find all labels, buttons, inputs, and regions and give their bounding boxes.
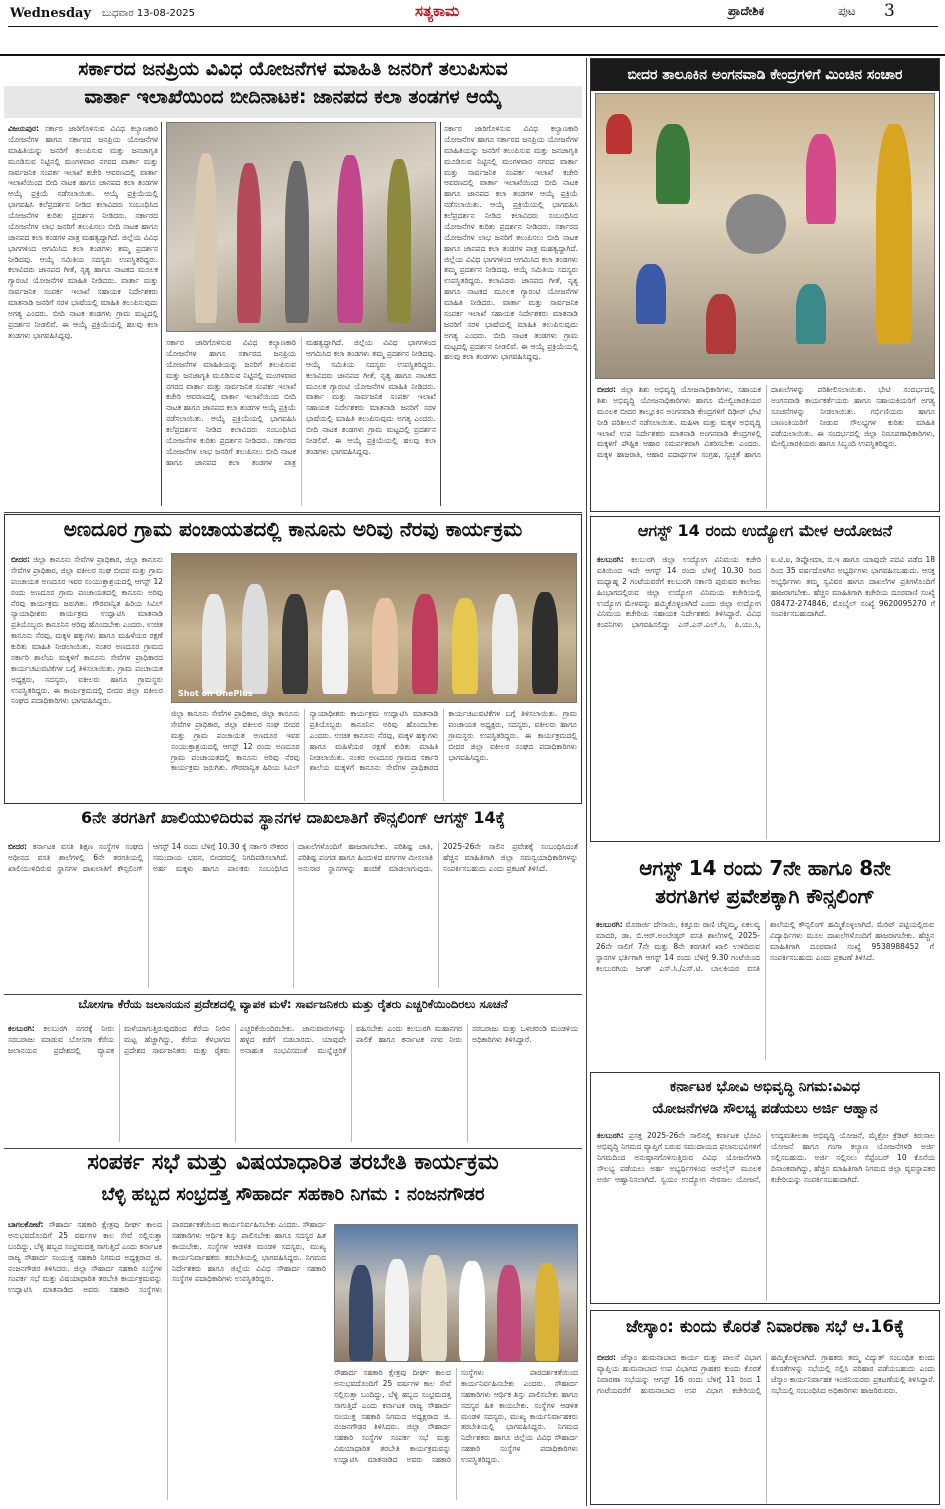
job-fair-text: [597, 555, 935, 839]
article-body: ಕರ್ನಾಟಕ ವಸತಿ ಶಿಕ್ಷಣ ಸಂಸ್ಥೆಗಳ ಸಂಘದ ಅಧೀನದ ವಸತಿ ಶಾಲೆಗಳಲ್ಲಿ 6ನೇ ತರಗತಿಯಲ್ಲಿ ಖಾಲಿಯುಳಿದಿರುವ ಸ್ಥಾನಗಳ ದಾಖಲಾತಿಗೆ ಕೌನ್ಸಲಿಂಗ್ ಆಗಸ್ಟ್ 14 ರಂದು ಬೆಳಿಗ್ಗೆ 10.30 ಕ್ಕೆ ಸರ್ಕಾರಿ ನೌಕರರ ಸಮುದಾಯ ಭವನ, ಬೀದರದಲ್ಲಿ ನಿಗದಿಪಡಿಸಲಾಗಿದೆ. ಅರ್ಹ ಮಕ್ಕಳು ಹಾಗೂ ಪಾಲಕರು ಸಂಬಂಧಿಸಿದ ದಾಖಲೆಗಳೊಂದಿಗೆ ಹಾಜರಾಗಬೇಕು. ಪರಿಶಿಷ್ಟ ಜಾತಿ, ಪರಿಶಿಷ್ಟ ಪಂಗಡ ಹಾಗೂ ಹಿಂದುಳಿದ ವರ್ಗಗಳ ಮೀಸಲಾತಿ ಅನುಸಾರ ಸ್ಥಾನಗಳನ್ನು ಹಂಚಿಕೆ ಮಾಡಲಾಗುವುದು. 2025-26ನೇ ಸಾಲಿನ ಪ್ರವೇಶಕ್ಕೆ ಸಂಬಂಧಿಸಿದಂತೆ ಹೆಚ್ಚಿನ ಮಾಹಿತಿಗಾಗಿ ಜಿಲ್ಲಾ ಸಮನ್ವಯಾಧಿಕಾರಿಗಳನ್ನು ಸಂಪರ್ಕಿಸಬಹುದು ಎಂದು ಪ್ರಕಟಣೆ ತಿಳಿಸಿದೆ.: [8, 842, 578, 873]
article-6th-counselling: [4, 808, 582, 992]
headline-job-fair: ಆಗಸ್ಟ್ 14 ರಂದು ಉದ್ಯೋಗ ಮೇಳ ಆಯೋಜನೆ: [637, 521, 893, 540]
legal-text-col1: [11, 555, 163, 801]
dateline: ಕಲಬುರಗಿ:: [597, 555, 624, 564]
dateline: ಬೀದರ:: [597, 385, 617, 394]
page-label: ಪುಟ: [838, 4, 856, 18]
article-body-cont: ಸೌಹಾರ್ದ ಸಹಕಾರಿ ಕ್ಷೇತ್ರವು ದೀರ್ಘ ಕಾಲದ ಅನುಭವದೊಂದಿಗೆ 25 ವರ್ಷಗಳ ಕಾಲ ಸೇವೆ ಸಲ್ಲಿಸುತ್ತಾ ಬಂದಿದ್ದು, ಬೆಳ್ಳಿ ಹಬ್ಬದ ಸಂಭ್ರಮದತ್ತ ಸಾಗುತ್ತಿದೆ ಎಂದು ಕರ್ನಾಟಕ ರಾಜ್ಯ ಸೌಹಾರ್ದ ಸಂಯುಕ್ತ ಸಹಕಾರಿ ನಿಗಮದ ಅಧ್ಯಕ್ಷರಾದ ಜಿ. ನಂಜನಗೌಡರ ತಿಳಿಸಿದರು. ಜಿಲ್ಲಾ ಸೌಹಾರ್ದ ಸಹಕಾರಿ ಸಂಸ್ಥೆಗಳ ಸಂಪರ್ಕ ಸಭೆ ಮತ್ತು ವಿಷಯಾಧಾರಿತ ತರಬೇತಿ ಕಾರ್ಯಕ್ರಮವನ್ನು ಉದ್ಘಾಟಿಸಿ ಮಾತನಾಡಿದ ಅವರು ಸಹಕಾರಿ ಸಂಸ್ಥೆಗಳು ಪಾರದರ್ಶಕತೆಯಿಂದ ಕಾರ್ಯನಿರ್ವಹಿಸಬೇಕು ಎಂದರು. ಸೌಹಾರ್ದ ಸಹಕಾರಿಗಳು ಆರ್ಥಿಕ ಶಿಸ್ತು ಪಾಲಿಸಬೇಕು ಹಾಗೂ ಸದಸ್ಯರ ಹಿತ ಕಾಯಬೇಕು. ಸಂಸ್ಥೆಗಳ ಆಡಳಿತ ಮಂಡಳಿ ಸದಸ್ಯರು, ಮುಖ್ಯ ಕಾರ್ಯನಿರ್ವಾಹಕರು ತರಬೇತಿಯಲ್ಲಿ ಭಾಗವಹಿಸಿದ್ದರು. ನಿಗಮದ ನಿರ್ದೇಶಕರು ಹಾಗೂ ಜಿಲ್ಲೆಯ ವಿವಿಧ ಸೌಹಾರ್ದ ಸಹಕಾರಿ ಸಂಸ್ಥೆಗಳ ಪದಾಧಿಕಾರಿಗಳು ಉಪಸ್ಥಿತರಿದ್ದರು.: [334, 1368, 578, 1464]
gescom-text: [597, 1353, 935, 1503]
masthead-rule: [8, 26, 938, 27]
dateline: ಕಲಬುರಗಿ:: [597, 1131, 624, 1140]
dateline: ಬೀದರ:: [11, 555, 31, 564]
headline-bhovi-2: ಯೋಜನೆಗಳಡಿ ಸೌಲಭ್ಯ ಪಡೆಯಲು ಅರ್ಜಿ ಆಹ್ವಾನ: [652, 1101, 878, 1117]
article-body-cont-2: ಸರ್ಕಾರ ಜಾರಿಗೊಳಿಸುವ ವಿವಿಧ ಕಲ್ಯಾಣಕಾರಿ ಯೋಜನೆಗಳ ಹಾಗೂ ಸರ್ಕಾರದ ಜನಪ್ರಿಯ ಯೋಜನೆಗಳ ಮಾಹಿತಿಯನ್ನು ಜನರಿಗೆ ತಲುಪಿಸುವ ಮತ್ತು ಜನಜಾಗೃತಿ ಮೂಡಿಸುವ ನಿಟ್ಟಿನಲ್ಲಿ ಮಂಗಳವಾರ ನಗರದ ವಾರ್ತಾ ಮತ್ತು ಸಾರ್ವಜನಿಕ ಸಂಪರ್ಕ ಇಲಾಖೆ ಕಚೇರಿ ಆವರಣದಲ್ಲಿ ವಾರ್ತಾ ಇಲಾಖೆಯಿಂದ ಬೀದಿ ನಾಟಕ ಹಾಗೂ ಜಾನಪದ ಕಲಾ ತಂಡಗಳ ಆಯ್ಕೆ ಪ್ರಕ್ರಿಯೆ ನಡೆಸಲಾಯಿತು. ಆಯ್ಕೆ ಪ್ರಕ್ರಿಯೆಯಲ್ಲಿ ಭಾಗವಹಿಸಿ ಕಲೆಪ್ರದರ್ಶನ ನೀಡಿದ ಕಲಾವಿದರು ಸಂಬಂಧಿಸಿದ ಯೋಜನೆಗಳ ಕುರಿತು ಪ್ರದರ್ಶನ ನೀಡಿದರು. ಸರ್ಕಾರದ ಯೋಜನೆಗಳ ಲಾಭ ಜನರಿಗೆ ತಲುಪಿಸಲು ಬೀದಿ ನಾಟಕ ಹಾಗೂ ಜಾನಪದ ಕಲಾ ತಂಡಗಳ ಪಾತ್ರ ಮಹತ್ವದ್ದಾಗಿದೆ. ಜಿಲ್ಲೆಯ ವಿವಿಧ ಭಾಗಗಳಿಂದ ಆಗಮಿಸಿದ ಕಲಾ ತಂಡಗಳು ತಮ್ಮ ಪ್ರದರ್ಶನ ನೀಡಿದವು. ಆಯ್ಕೆ ಸಮಿತಿಯ ಸದಸ್ಯರು ಉಪಸ್ಥಿತರಿದ್ದರು. ಕಲಾವಿದರು ಜಾನಪದ ಗೀತೆ, ನೃತ್ಯ ಹಾಗೂ ನಾಟಕದ ಮೂಲಕ ಗ್ಯಾರಂಟಿ ಯೋಜನೆಗಳ ಮಾಹಿತಿ ನೀಡಿದರು. ವಾರ್ತಾ ಮತ್ತು ಸಾರ್ವಜನಿಕ ಸಂಪರ್ಕ ಇಲಾಖೆ ಸಹಾಯಕ ನಿರ್ದೇಶಕರು ಮಾತನಾಡಿ ಜನರಿಗೆ ಸರಳ ಭಾಷೆಯಲ್ಲಿ ಮಾಹಿತಿ ತಲುಪಿಸುವುದು ಅಗತ್ಯ ಎಂದರು. ಬೀದಿ ನಾಟಕ ತಂಡಗಳು ಗ್ರಾಮ ಮಟ್ಟದಲ್ಲಿ ಪ್ರದರ್ಶನ ನೀಡಲಿವೆ. ಈ ಆಯ್ಕೆ ಪ್ರಕ್ರಿಯೆಯಲ್ಲಿ ಹಲವು ಕಲಾ ತಂಡಗಳು ಭಾಗವಹಿಸಿದ್ದವು.: [444, 124, 578, 362]
photo-cooperative-event: [334, 1224, 578, 1362]
dateline: ವಿಜಯಪುರ:: [8, 124, 39, 133]
article-body: ಕಲಬುರಗಿ ಜಿಲ್ಲಾ ಉದ್ಯೋಗ ವಿನಿಮಯ ಕಚೇರಿ ವತಿಯಿಂದ ಇದೇ ಆಗಸ್ಟ್ 14 ರಂದು ಬೆಳಿಗ್ಗೆ 10.30 ರಿಂದ ಮಧ್ಯಾಹ್ನ 2 ಗಂಟೆಯವರೆಗೆ ಕಲಬುರಗಿ ಸರ್ಕಾರಿ ಪುರುಷರ ಕಾಲೇಜು ಹಿಂಭಾಗದಲ್ಲಿರುವ ಜಿಲ್ಲಾ ಉದ್ಯೋಗ ವಿನಿಮಯ ಕಚೇರಿಯಲ್ಲಿ ಉದ್ಯೋಗ ಮೇಳವನ್ನು ಹಮ್ಮಿಕೊಳ್ಳಲಾಗಿದೆ ಎಂದು ಜಿಲ್ಲಾ ಉದ್ಯೋಗ ವಿನಿಮಯ ಕಚೇರಿಯ ಸಹಾಯಕ ನಿರ್ದೇಶಕರು ತಿಳಿಸಿದ್ದಾರೆ. ವಿವಿಧ ಕಂಪನಿಗಳು ಭಾಗವಹಿಸಲಿದ್ದು ಎಸ್.ಎಸ್.ಎಲ್.ಸಿ, ಪಿ.ಯು.ಸಿ, ಐ.ಟಿ.ಐ, ಡಿಪ್ಲೋಮಾ, ಬಿ.ಇ ಹಾಗೂ ಯಾವುದೇ ಪದವಿ ಪಡೆದ 18 ರಿಂದ 35 ವರ್ಷದೊಳಗಿನ ಅಭ್ಯರ್ಥಿಗಳು ಭಾಗವಹಿಸಬಹುದು. ಆಸಕ್ತ ಅಭ್ಯರ್ಥಿಗಳು ತಮ್ಮ ಸ್ವವಿವರ ಹಾಗೂ ದಾಖಲೆಗಳ ಪ್ರತಿಗಳೊಂದಿಗೆ ಹಾಜರಾಗಬೇಕು. ಹೆಚ್ಚಿನ ಮಾಹಿತಿಗಾಗಿ ಕಚೇರಿಯ ದೂರವಾಣಿ ಸಂಖ್ಯೆ 08472-274846, ಮೊಬೈಲ್ ಸಂಖ್ಯೆ 9620095270 ಗೆ ಸಂಪರ್ಕಿಸಬಹುದಾಗಿದೆ.: [597, 555, 935, 630]
page-number: 3: [884, 1, 895, 21]
article-body-cont: ಸರ್ಕಾರ ಜಾರಿಗೊಳಿಸುವ ವಿವಿಧ ಕಲ್ಯಾಣಕಾರಿ ಯೋಜನೆಗಳ ಹಾಗೂ ಸರ್ಕಾರದ ಜನಪ್ರಿಯ ಯೋಜನೆಗಳ ಮಾಹಿತಿಯನ್ನು ಜನರಿಗೆ ತಲುಪಿಸುವ ಮತ್ತು ಜನಜಾಗೃತಿ ಮೂಡಿಸುವ ನಿಟ್ಟಿನಲ್ಲಿ ಮಂಗಳವಾರ ನಗರದ ವಾರ್ತಾ ಮತ್ತು ಸಾರ್ವಜನಿಕ ಸಂಪರ್ಕ ಇಲಾಖೆ ಕಚೇರಿ ಆವರಣದಲ್ಲಿ ವಾರ್ತಾ ಇಲಾಖೆಯಿಂದ ಬೀದಿ ನಾಟಕ ಹಾಗೂ ಜಾನಪದ ಕಲಾ ತಂಡಗಳ ಆಯ್ಕೆ ಪ್ರಕ್ರಿಯೆ ನಡೆಸಲಾಯಿತು. ಆಯ್ಕೆ ಪ್ರಕ್ರಿಯೆಯಲ್ಲಿ ಭಾಗವಹಿಸಿ ಕಲೆಪ್ರದರ್ಶನ ನೀಡಿದ ಕಲಾವಿದರು ಸಂಬಂಧಿಸಿದ ಯೋಜನೆಗಳ ಕುರಿತು ಪ್ರದರ್ಶನ ನೀಡಿದರು. ಸರ್ಕಾರದ ಯೋಜನೆಗಳ ಲಾಭ ಜನರಿಗೆ ತಲುಪಿಸಲು ಬೀದಿ ನಾಟಕ ಹಾಗೂ ಜಾನಪದ ಕಲಾ ತಂಡಗಳ ಪಾತ್ರ ಮಹತ್ವದ್ದಾಗಿದೆ. ಜಿಲ್ಲೆಯ ವಿವಿಧ ಭಾಗಗಳಿಂದ ಆಗಮಿಸಿದ ಕಲಾ ತಂಡಗಳು ತಮ್ಮ ಪ್ರದರ್ಶನ ನೀಡಿದವು. ಆಯ್ಕೆ ಸಮಿತಿಯ ಸದಸ್ಯರು ಉಪಸ್ಥಿತರಿದ್ದರು. ಕಲಾವಿದರು ಜಾನಪದ ಗೀತೆ, ನೃತ್ಯ ಹಾಗೂ ನಾಟಕದ ಮೂಲಕ ಗ್ಯಾರಂಟಿ ಯೋಜನೆಗಳ ಮಾಹಿತಿ ನೀಡಿದರು. ವಾರ್ತಾ ಮತ್ತು ಸಾರ್ವಜನಿಕ ಸಂಪರ್ಕ ಇಲಾಖೆ ಸಹಾಯಕ ನಿರ್ದೇಶಕರು ಮಾತನಾಡಿ ಜನರಿಗೆ ಸರಳ ಭಾಷೆಯಲ್ಲಿ ಮಾಹಿತಿ ತಲುಪಿಸುವುದು ಅಗತ್ಯ ಎಂದರು. ಬೀದಿ ನಾಟಕ ತಂಡಗಳು ಗ್ರಾಮ ಮಟ್ಟದಲ್ಲಿ ಪ್ರದರ್ಶನ ನೀಡಲಿವೆ. ಈ ಆಯ್ಕೆ ಪ್ರಕ್ರಿಯೆಯಲ್ಲಿ ಹಲವು ಕಲಾ ತಂಡಗಳು ಭಾಗವಹಿಸಿದ್ದವು.: [166, 338, 436, 467]
photo-watermark: Shot on OnePlus: [178, 689, 253, 698]
headline-7-8-counselling-2: ತರಗತಿಗಳ ಪ್ರವೇಶಕ್ಕಾಗಿ ಕೌನ್ಸಲಿಂಗ್: [655, 884, 875, 908]
article-bosaga-lake: [4, 996, 582, 1146]
anganwadi-text: [597, 385, 935, 509]
article-body: ಕಲಬುರಗಿ ನಗರಕ್ಕೆ ನೀರು ಸರಬರಾಜು ಮಾಡುವ ಬೋಸಗಾ ಕೆರೆಯ ಜಲಾನಯನ ಪ್ರದೇಶದಲ್ಲಿ ವ್ಯಾಪಕ ಮಳೆಯಾಗುತ್ತಿರುವುದರಿಂದ ಕೆರೆಯ ನೀರಿನ ಮಟ್ಟ ಹೆಚ್ಚಾಗಿದ್ದು, ಕೆರೆಯ ಕೆಳಭಾಗದ ಪ್ರದೇಶದ ಸಾರ್ವಜನಿಕರು ಮತ್ತು ರೈತರು ಎಚ್ಚರಿಕೆಯಿಂದಿರಬೇಕು. ಜಾನುವಾರುಗಳನ್ನು ಹಳ್ಳದ ಕಡೆಗೆ ಬಿಡಬಾರದು. ಯಾವುದೇ ಅನಾಹುತ ಸಂಭವಿಸದಂತೆ ಮುನ್ನೆಚ್ಚರಿಕೆ ವಹಿಸಬೇಕು ಎಂದು ಕಲಬುರಗಿ ಮಹಾನಗರ ಪಾಲಿಕೆ ಹಾಗೂ ಕರ್ನಾಟಕ ನಗರ ನೀರು ಸರಬರಾಜು ಮತ್ತು ಒಳಚರಂಡಿ ಮಂಡಳಿಯ ಅಧಿಕಾರಿಗಳು ತಿಳಿಸಿದ್ದಾರೆ.: [8, 1024, 578, 1055]
headline-street-play-1: ಸರ್ಕಾರದ ಜನಪ್ರಿಯ ವಿವಿಧ ಯೋಜನೆಗಳ ಮಾಹಿತಿ ಜನರಿಗೆ ತಲುಪಿಸುವ: [78, 58, 508, 80]
headline-anganwadi: ಬೀದರ ತಾಲೂಕಿನ ಅಂಗನವಾಡಿ ಕೇಂದ್ರಗಳಿಗೆ ಮಿಂಚಿನ ಸಂಚಾರ: [591, 59, 939, 91]
article-body: ಜಿಲ್ಲಾ ಕಾನೂನು ಸೇವೆಗಳ ಪ್ರಾಧಿಕಾರ, ಜಿಲ್ಲಾ ಕಾನೂನು ಸೇವೆಗಳ ಪ್ರಾಧಿಕಾರ, ಜಿಲ್ಲಾ ವಕೀಲರ ಸಂಘ ಬೀದರ ಮತ್ತು ಗ್ರಾಮ ಪಂಚಾಯತ ಅಣದೂರ ಇವರ ಸಂಯುಕ್ತಾಶ್ರಯದಲ್ಲಿ ಆಗಸ್ಟ್ 12 ರಂದು ಅಣದೂರ ಗ್ರಾಮ ಪಂಚಾಯತದಲ್ಲಿ ಕಾನೂನು ಅರಿವು ನೆರವು ಕಾರ್ಯಕ್ರಮ ಜರುಗಿತು. ಗೌರವಾನ್ವಿತ ಹಿರಿಯ ಸಿವಿಲ್ ನ್ಯಾಯಾಧೀಶರು ಕಾರ್ಯಕ್ರಮ ಉದ್ಘಾಟಿಸಿ ಮಾತನಾಡಿ ಪ್ರತಿಯೊಬ್ಬರು ಕಾನೂನಿನ ಅರಿವು ಹೊಂದಬೇಕು ಎಂದರು. ಉಚಿತ ಕಾನೂನು ನೆರವು, ಮಕ್ಕಳ ಹಕ್ಕುಗಳು ಹಾಗೂ ಮಹಿಳೆಯರ ರಕ್ಷಣೆ ಕುರಿತು ಮಾಹಿತಿ ನೀಡಲಾಯಿತು. ನಂತರ ಅಣದೂರ ಗ್ರಾಮದ ಸರ್ಕಾರಿ ಶಾಲೆಯ ಮಕ್ಕಳಿಗೆ ಕಾನೂನು ಸೇವೆಗಳ ಪ್ರಾಧಿಕಾರದ ಕಾರ್ಯಚಟುವಟಿಕೆಗಳ ಬಗ್ಗೆ ತಿಳಿಸಲಾಯಿತು. ಗ್ರಾಮ ಪಂಚಾಯತ ಅಧ್ಯಕ್ಷರು, ಸದಸ್ಯರು, ವಕೀಲರು ಹಾಗೂ ಗ್ರಾಮಸ್ಥರು ಉಪಸ್ಥಿತರಿದ್ದರು. ಈ ಕಾರ್ಯಕ್ರಮದಲ್ಲಿ ಬೀದರ ಜಿಲ್ಲಾ ವಕೀಲರ ಸಂಘದ ಪದಾಧಿಕಾರಿಗಳು ಭಾಗವಹಿಸಿದ್ದರು.: [11, 555, 163, 706]
article-body: ಜೆಸ್ಕಾಂ ಹುಮನಾಬಾದ ಕಾರ್ಯ ಮತ್ತು ಪಾಲನೆ ವಿಭಾಗ ವ್ಯಾಪ್ತಿಯ ಹುಮನಾಬಾದ ಉಪ ವಿಭಾಗದ ಗ್ರಾಹಕರ ಕುಂದು ಕೊರತೆ ನಿವಾರಣಾ ಸಭೆಯನ್ನು ಆಗಸ್ಟ್ 16 ರಂದು ಬೆಳಿಗ್ಗೆ 11 ರಿಂದ 1 ಗಂಟೆಯವರೆಗೆ ಹುಮನಾಬಾದ ಉಪ ವಿಭಾಗ ಕಚೇರಿಯಲ್ಲಿ ಹಮ್ಮಿಕೊಳ್ಳಲಾಗಿದೆ. ಗ್ರಾಹಕರು ತಮ್ಮ ವಿದ್ಯುತ್ ಸಂಬಂಧಿತ ಕುಂದು ಕೊರತೆಗಳನ್ನು ಸಭೆಯಲ್ಲಿ ಸಲ್ಲಿಸಿ ಪರಿಹಾರ ಪಡೆಯಬಹುದು ಎಂದು ಜೆಸ್ಕಾಂ ಕಾರ್ಯನಿರ್ವಾಹಕ ಇಂಜಿನಿಯರರು ಪ್ರಕಟಣೆಯಲ್ಲಿ ತಿಳಿಸಿದ್ದಾರೆ. ಸಭೆಯಲ್ಲಿ ಸಂಬಂಧಿಸಿದ ಅಧಿಕಾರಿಗಳು ಹಾಜರಿರುವರು.: [597, 1353, 935, 1395]
headline-legal-awareness: ಅಣದೂರ ಗ್ರಾಮ ಪಂಚಾಯತದಲ್ಲಿ ಕಾನೂನು ಅರಿವು ನೆರವು ಕಾರ್ಯಕ್ರಮ: [63, 517, 523, 541]
souharda-text-left: [8, 1220, 326, 1500]
article-anganwadi: [590, 58, 940, 512]
bhovi-text: [597, 1131, 935, 1301]
article-text-col3: [444, 124, 578, 506]
headline-6th-counselling: 6ನೇ ತರಗತಿಗೆ ಖಾಲಿಯುಳಿದಿರುವ ಸ್ಥಾನಗಳ ದಾಖಲಾತಿಗೆ ಕೌನ್ಸಲಿಂಗ್ ಆಗಸ್ಟ್ 14ಕ್ಕೆ: [80, 808, 506, 827]
counselling-6th-text: [8, 842, 578, 988]
dateline: ಬೀದರ:: [8, 842, 28, 851]
article-body: ಪ್ರಸಕ್ತ 2025-26ನೇ ಸಾಲಿನಲ್ಲಿ ಕರ್ನಾಟಕ ಭೋವಿ ಅಭಿವೃದ್ಧಿ ನಿಗಮದ ವ್ಯಾಪ್ತಿಗೆ ಬರುವ ಸಮುದಾಯದ ಫಲಾನುಭವಿಗಳಿಗೆ ನಿಗಮದಿಂದ ಅನುಷ್ಠಾನಗೊಳಿಸುತ್ತಿರುವ ವಿವಿಧ ಯೋಜನೆಗಳಡಿ ಸೌಲಭ್ಯ ಪಡೆಯಲು ಅರ್ಹ ಅಭ್ಯರ್ಥಿಗಳಿಂದ ಆನ್‌ಲೈನ್ ಮೂಲಕ ಅರ್ಜಿ ಆಹ್ವಾನಿಸಲಾಗಿದೆ. ಸ್ವಯಂ ಉದ್ಯೋಗ ನೇರಸಾಲ ಯೋಜನೆ, ಉದ್ಯಮಶೀಲತಾ ಅಭಿವೃದ್ಧಿ ಯೋಜನೆ, ಮೈಕ್ರೋ ಕ್ರೆಡಿಟ್ ಕಿರುಸಾಲ ಯೋಜನೆ ಹಾಗೂ ಗಂಗಾ ಕಲ್ಯಾಣ ಯೋಜನೆಗಳಡಿ ಅರ್ಜಿ ಸಲ್ಲಿಸಬಹುದು. ಅರ್ಜಿ ಸಲ್ಲಿಸಲು ಸೆಪ್ಟೆಂಬರ್ 10 ಕೊನೆಯ ದಿನಾಂಕವಾಗಿದ್ದು, ಹೆಚ್ಚಿನ ಮಾಹಿತಿಗಾಗಿ ನಿಗಮದ ಜಿಲ್ಲಾ ವ್ಯವಸ್ಥಾಪಕರ ಕಚೇರಿಯನ್ನು ಸಂಪರ್ಕಿಸಬಹುದಾಗಿದೆ.: [597, 1131, 935, 1184]
article-street-play: [4, 58, 582, 510]
dateline: ಕಲಬುರಗಿ:: [8, 1024, 35, 1033]
article-job-fair: [590, 516, 940, 842]
souharda-text-right: [334, 1368, 578, 1500]
dateline: ಬೀದರ:: [597, 1353, 617, 1362]
bosaga-lake-text: [8, 1024, 578, 1142]
article-gescom-meeting: [590, 1310, 940, 1505]
legal-text-col2: [171, 709, 577, 801]
article-text-col2: [166, 338, 436, 506]
article-body: ಜಿಲ್ಲಾ ಶಿಶು ಅಭಿವೃದ್ಧಿ ಯೋಜನಾಧಿಕಾರಿಗಳು, ಸಹಾಯಕ ಶಿಶು ಅಭಿವೃದ್ಧಿ ಯೋಜನಾಧಿಕಾರಿಗಳು ಹಾಗೂ ಮೇಲ್ವಿಚಾರಕಿಯರ ಮೂಲಕ ಬೀದರ ತಾಲ್ಲೂಕಿನ ಅಂಗನವಾಡಿ ಕೇಂದ್ರಗಳಿಗೆ ದಿಢೀರ್ ಭೇಟಿ ನೀಡಿ ಪರಿಶೀಲನೆ ನಡೆಸಲಾಯಿತು. ಮಹಿಳಾ ಮತ್ತು ಮಕ್ಕಳ ಅಭಿವೃದ್ಧಿ ಇಲಾಖೆ ಉಪ ನಿರ್ದೇಶಕರು ಮಾತನಾಡಿ ಅಂಗನವಾಡಿ ಕೇಂದ್ರಗಳಲ್ಲಿ ಮಕ್ಕಳಿಗೆ ಪೌಷ್ಟಿಕ ಆಹಾರ ಸಮರ್ಪಕವಾಗಿ ವಿತರಿಸಬೇಕು ಎಂದರು. ಮಕ್ಕಳ ಹಾಜರಾತಿ, ಆಹಾರ ಪದಾರ್ಥಗಳ ಸಂಗ್ರಹ, ಸ್ವಚ್ಛತೆ ಹಾಗೂ ದಾಖಲೆಗಳನ್ನು ಪರಿಶೀಲಿಸಲಾಯಿತು. ಭೇಟಿ ಸಂದರ್ಭದಲ್ಲಿ ಅಂಗನವಾಡಿ ಕಾರ್ಯಕರ್ತೆಯರು ಹಾಗೂ ಸಹಾಯಕಿಯರಿಗೆ ಅಗತ್ಯ ಸೂಚನೆಗಳನ್ನು ನೀಡಲಾಯಿತು. ಗರ್ಭಿಣಿಯರು ಹಾಗೂ ಬಾಣಂತಿಯರಿಗೆ ನೀಡುವ ಸೌಲಭ್ಯಗಳ ಕುರಿತು ಮಾಹಿತಿ ಪಡೆಯಲಾಯಿತು. ಈ ಸಂದರ್ಭದಲ್ಲಿ ಜಿಲ್ಲಾ ನಿರೂಪಣಾಧಿಕಾರಿಗಳು, ಮೇಲ್ವಿಚಾರಕಿಯರು ಹಾಗೂ ಸಿಬ್ಬಂದಿ ಉಪಸ್ಥಿತರಿದ್ದರು.: [597, 385, 935, 460]
section-name: ಪ್ರಾದೇಶಿಕ: [728, 4, 765, 18]
article-bhovi-nigama: [590, 1072, 940, 1304]
article-body-cont: ಜಿಲ್ಲಾ ಕಾನೂನು ಸೇವೆಗಳ ಪ್ರಾಧಿಕಾರ, ಜಿಲ್ಲಾ ಕಾನೂನು ಸೇವೆಗಳ ಪ್ರಾಧಿಕಾರ, ಜಿಲ್ಲಾ ವಕೀಲರ ಸಂಘ ಬೀದರ ಮತ್ತು ಗ್ರಾಮ ಪಂಚಾಯತ ಅಣದೂರ ಇವರ ಸಂಯುಕ್ತಾಶ್ರಯದಲ್ಲಿ ಆಗಸ್ಟ್ 12 ರಂದು ಅಣದೂರ ಗ್ರಾಮ ಪಂಚಾಯತದಲ್ಲಿ ಕಾನೂನು ಅರಿವು ನೆರವು ಕಾರ್ಯಕ್ರಮ ಜರುಗಿತು. ಗೌರವಾನ್ವಿತ ಹಿರಿಯ ಸಿವಿಲ್ ನ್ಯಾಯಾಧೀಶರು ಕಾರ್ಯಕ್ರಮ ಉದ್ಘಾಟಿಸಿ ಮಾತನಾಡಿ ಪ್ರತಿಯೊಬ್ಬರು ಕಾನೂನಿನ ಅರಿವು ಹೊಂದಬೇಕು ಎಂದರು. ಉಚಿತ ಕಾನೂನು ನೆರವು, ಮಕ್ಕಳ ಹಕ್ಕುಗಳು ಹಾಗೂ ಮಹಿಳೆಯರ ರಕ್ಷಣೆ ಕುರಿತು ಮಾಹಿತಿ ನೀಡಲಾಯಿತು. ನಂತರ ಅಣದೂರ ಗ್ರಾಮದ ಸರ್ಕಾರಿ ಶಾಲೆಯ ಮಕ್ಕಳಿಗೆ ಕಾನೂನು ಸೇವೆಗಳ ಪ್ರಾಧಿಕಾರದ ಕಾರ್ಯಚಟುವಟಿಕೆಗಳ ಬಗ್ಗೆ ತಿಳಿಸಲಾಯಿತು. ಗ್ರಾಮ ಪಂಚಾಯತ ಅಧ್ಯಕ್ಷರು, ಸದಸ್ಯರು, ವಕೀಲರು ಹಾಗೂ ಗ್ರಾಮಸ್ಥರು ಉಪಸ್ಥಿತರಿದ್ದರು. ಈ ಕಾರ್ಯಕ್ರಮದಲ್ಲಿ ಬೀದರ ಜಿಲ್ಲಾ ವಕೀಲರ ಸಂಘದ ಪದಾಧಿಕಾರಿಗಳು ಭಾಗವಹಿಸಿದ್ದರು.: [171, 709, 577, 773]
article-7-8-counselling: [590, 850, 940, 1064]
headline-bhovi-1: ಕರ್ನಾಟಕ ಭೋವಿ ಅಭಿವೃದ್ಧಿ ನಿಗಮ:ವಿವಿಧ: [669, 1079, 861, 1095]
article-body: ಸರ್ಕಾರ ಜಾರಿಗೊಳಿಸುವ ವಿವಿಧ ಕಲ್ಯಾಣಕಾರಿ ಯೋಜನೆಗಳ ಹಾಗೂ ಸರ್ಕಾರದ ಜನಪ್ರಿಯ ಯೋಜನೆಗಳ ಮಾಹಿತಿಯನ್ನು ಜನರಿಗೆ ತಲುಪಿಸುವ ಮತ್ತು ಜನಜಾಗೃತಿ ಮೂಡಿಸುವ ನಿಟ್ಟಿನಲ್ಲಿ ಮಂಗಳವಾರ ನಗರದ ವಾರ್ತಾ ಮತ್ತು ಸಾರ್ವಜನಿಕ ಸಂಪರ್ಕ ಇಲಾಖೆ ಕಚೇರಿ ಆವರಣದಲ್ಲಿ ವಾರ್ತಾ ಇಲಾಖೆಯಿಂದ ಬೀದಿ ನಾಟಕ ಹಾಗೂ ಜಾನಪದ ಕಲಾ ತಂಡಗಳ ಆಯ್ಕೆ ಪ್ರಕ್ರಿಯೆ ನಡೆಸಲಾಯಿತು. ಆಯ್ಕೆ ಪ್ರಕ್ರಿಯೆಯಲ್ಲಿ ಭಾಗವಹಿಸಿ ಕಲೆಪ್ರದರ್ಶನ ನೀಡಿದ ಕಲಾವಿದರು ಸಂಬಂಧಿಸಿದ ಯೋಜನೆಗಳ ಕುರಿತು ಪ್ರದರ್ಶನ ನೀಡಿದರು. ಸರ್ಕಾರದ ಯೋಜನೆಗಳ ಲಾಭ ಜನರಿಗೆ ತಲುಪಿಸಲು ಬೀದಿ ನಾಟಕ ಹಾಗೂ ಜಾನಪದ ಕಲಾ ತಂಡಗಳ ಪಾತ್ರ ಮಹತ್ವದ್ದಾಗಿದೆ. ಜಿಲ್ಲೆಯ ವಿವಿಧ ಭಾಗಗಳಿಂದ ಆಗಮಿಸಿದ ಕಲಾ ತಂಡಗಳು ತಮ್ಮ ಪ್ರದರ್ಶನ ನೀಡಿದವು. ಆಯ್ಕೆ ಸಮಿತಿಯ ಸದಸ್ಯರು ಉಪಸ್ಥಿತರಿದ್ದರು. ಕಲಾವಿದರು ಜಾನಪದ ಗೀತೆ, ನೃತ್ಯ ಹಾಗೂ ನಾಟಕದ ಮೂಲಕ ಗ್ಯಾರಂಟಿ ಯೋಜನೆಗಳ ಮಾಹಿತಿ ನೀಡಿದರು. ವಾರ್ತಾ ಮತ್ತು ಸಾರ್ವಜನಿಕ ಸಂಪರ್ಕ ಇಲಾಖೆ ಸಹಾಯಕ ನಿರ್ದೇಶಕರು ಮಾತನಾಡಿ ಜನರಿಗೆ ಸರಳ ಭಾಷೆಯಲ್ಲಿ ಮಾಹಿತಿ ತಲುಪಿಸುವುದು ಅಗತ್ಯ ಎಂದರು. ಬೀದಿ ನಾಟಕ ತಂಡಗಳು ಗ್ರಾಮ ಮಟ್ಟದಲ್ಲಿ ಪ್ರದರ್ಶನ ನೀಡಲಿವೆ. ಈ ಆಯ್ಕೆ ಪ್ರಕ್ರಿಯೆಯಲ್ಲಿ ಹಲವು ಕಲಾ ತಂಡಗಳು ಭಾಗವಹಿಸಿದ್ದವು.: [8, 124, 158, 340]
photo-folk-artists: [166, 122, 436, 332]
masthead: [0, 0, 945, 56]
newspaper-logo: ಸತ್ಯಕಾಮ: [415, 2, 460, 20]
headline-street-play-2: ವಾರ್ತಾ ಇಲಾಖೆಯಿಂದ ಬೀದಿನಾಟಕ: ಜಾನಪದ ಕಲಾ ತಂಡಗಳ ಆಯ್ಕೆ: [4, 86, 582, 118]
photo-anganwadi-children: [595, 93, 935, 379]
dateline: ಕಲಬುರಗಿ:: [596, 920, 623, 929]
article-body: ಸೌಹಾರ್ದ ಸಹಕಾರಿ ಕ್ಷೇತ್ರವು ದೀರ್ಘ ಕಾಲದ ಅನುಭವದೊಂದಿಗೆ 25 ವರ್ಷಗಳ ಕಾಲ ಸೇವೆ ಸಲ್ಲಿಸುತ್ತಾ ಬಂದಿದ್ದು, ಬೆಳ್ಳಿ ಹಬ್ಬದ ಸಂಭ್ರಮದತ್ತ ಸಾಗುತ್ತಿದೆ ಎಂದು ಕರ್ನಾಟಕ ರಾಜ್ಯ ಸೌಹಾರ್ದ ಸಂಯುಕ್ತ ಸಹಕಾರಿ ನಿಗಮದ ಅಧ್ಯಕ್ಷರಾದ ಜಿ. ನಂಜನಗೌಡರ ತಿಳಿಸಿದರು. ಜಿಲ್ಲಾ ಸೌಹಾರ್ದ ಸಹಕಾರಿ ಸಂಸ್ಥೆಗಳ ಸಂಪರ್ಕ ಸಭೆ ಮತ್ತು ವಿಷಯಾಧಾರಿತ ತರಬೇತಿ ಕಾರ್ಯಕ್ರಮವನ್ನು ಉದ್ಘಾಟಿಸಿ ಮಾತನಾಡಿದ ಅವರು ಸಹಕಾರಿ ಸಂಸ್ಥೆಗಳು ಪಾರದರ್ಶಕತೆಯಿಂದ ಕಾರ್ಯನಿರ್ವಹಿಸಬೇಕು ಎಂದರು. ಸೌಹಾರ್ದ ಸಹಕಾರಿಗಳು ಆರ್ಥಿಕ ಶಿಸ್ತು ಪಾಲಿಸಬೇಕು ಹಾಗೂ ಸದಸ್ಯರ ಹಿತ ಕಾಯಬೇಕು. ಸಂಸ್ಥೆಗಳ ಆಡಳಿತ ಮಂಡಳಿ ಸದಸ್ಯರು, ಮುಖ್ಯ ಕಾರ್ಯನಿರ್ವಾಹಕರು ತರಬೇತಿಯಲ್ಲಿ ಭಾಗವಹಿಸಿದ್ದರು. ನಿಗಮದ ನಿರ್ದೇಶಕರು ಹಾಗೂ ಜಿಲ್ಲೆಯ ವಿವಿಧ ಸೌಹಾರ್ದ ಸಹಕಾರಿ ಸಂಸ್ಥೆಗಳ ಪದಾಧಿಕಾರಿಗಳು ಉಪಸ್ಥಿತರಿದ್ದರು.: [8, 1220, 326, 1295]
headline-7-8-counselling-1: ಆಗಸ್ಟ್ 14 ರಂದು 7ನೇ ಹಾಗೂ 8ನೇ: [639, 856, 891, 880]
article-legal-awareness: [4, 514, 582, 804]
masthead-day: Wednesday: [10, 6, 92, 21]
dateline: ಬಾಗಲಕೋಟೆ:: [8, 1220, 44, 1229]
headline-bosaga-lake: ಬೋಸಗಾ ಕೆರೆಯ ಜಲಾನಯನ ಪ್ರದೇಶದಲ್ಲಿ ವ್ಯಾಪಕ ಮಳೆ: ಸಾರ್ವಜನಿಕರು ಮತ್ತು ರೈತರು ಎಚ್ಚರಿಕೆಯಿಂದಿರಲು ಸೂಚನೆ: [78, 997, 508, 1011]
article-body: ಮೊರಾರ್ಜಿ ದೇಸಾಯಿ, ಕಿತ್ತೂರು ರಾಣಿ ಚೆನ್ನಮ್ಮ, ಏಕಲವ್ಯ ಮಾದರಿ, ಡಾ. ಬಿ.ಆರ್.ಅಂಬೇಡ್ಕರ್ ವಸತಿ ಶಾಲೆಗಳಲ್ಲಿ 2025-26ನೇ ಸಾಲಿಗೆ 7ನೇ ಮತ್ತು 8ನೇ ತರಗತಿಗೆ ಖಾಲಿ ಉಳಿದಿರುವ ಸ್ಥಾನಗಳ ಭರ್ತಿಗಾಗಿ ಆಗಸ್ಟ್ 14 ರಂದು ಬೆಳಿಗ್ಗೆ 9.30 ಗಂಟೆಯಿಂದ ಕಲಬುರಗಿಯ ಜಗತ್ ಎಸ್.ಸಿ./ಎಸ್.ಟಿ. ಬಾಲಕಿಯರ ವಸತಿ ಶಾಲೆಯಲ್ಲಿ ಕೌನ್ಸಲಿಂಗ್ ಹಮ್ಮಿಕೊಳ್ಳಲಾಗಿದೆ. ಮೆರಿಟ್ ಪಟ್ಟಿಯಲ್ಲಿರುವ ವಿದ್ಯಾರ್ಥಿಗಳು ಮೂಲ ದಾಖಲೆಗಳೊಂದಿಗೆ ಹಾಜರಾಗಬೇಕು. ಹೆಚ್ಚಿನ ಮಾಹಿತಿಗಾಗಿ ದೂರವಾಣಿ ಸಂಖ್ಯೆ 9538988452 ಗೆ ಸಂಪರ್ಕಿಸಬಹುದು ಎಂದು ಪ್ರಕಟಣೆ ತಿಳಿಸಿದೆ.: [596, 920, 934, 973]
counselling-7-8-text: [596, 920, 934, 1060]
headline-souharda-1: ಸಂಪರ್ಕ ಸಭೆ ಮತ್ತು ವಿಷಯಾಧಾರಿತ ತರಬೇತಿ ಕಾರ್ಯಕ್ರಮ: [87, 1150, 499, 1175]
headline-gescom: ಜೇಸ್ಕಾಂ: ಕುಂದು ಕೊರತೆ ನಿವಾರಣಾ ಸಭೆ ಆ.16ಕ್ಕೆ: [625, 1317, 905, 1337]
masthead-date: ಬುಧವಾರ 13-08-2025: [102, 8, 195, 19]
article-souharda-cooperative: [4, 1150, 582, 1505]
article-text-col1: [8, 124, 158, 504]
headline-souharda-2: ಬೆಳ್ಳಿ ಹಬ್ಬದ ಸಂಭ್ರದತ್ತ ಸೌಹಾರ್ದ ಸಹಕಾರಿ ನಿಗಮ : ನಂಜನಗೌಡರ: [101, 1184, 485, 1205]
photo-legal-program-group: [171, 553, 577, 703]
